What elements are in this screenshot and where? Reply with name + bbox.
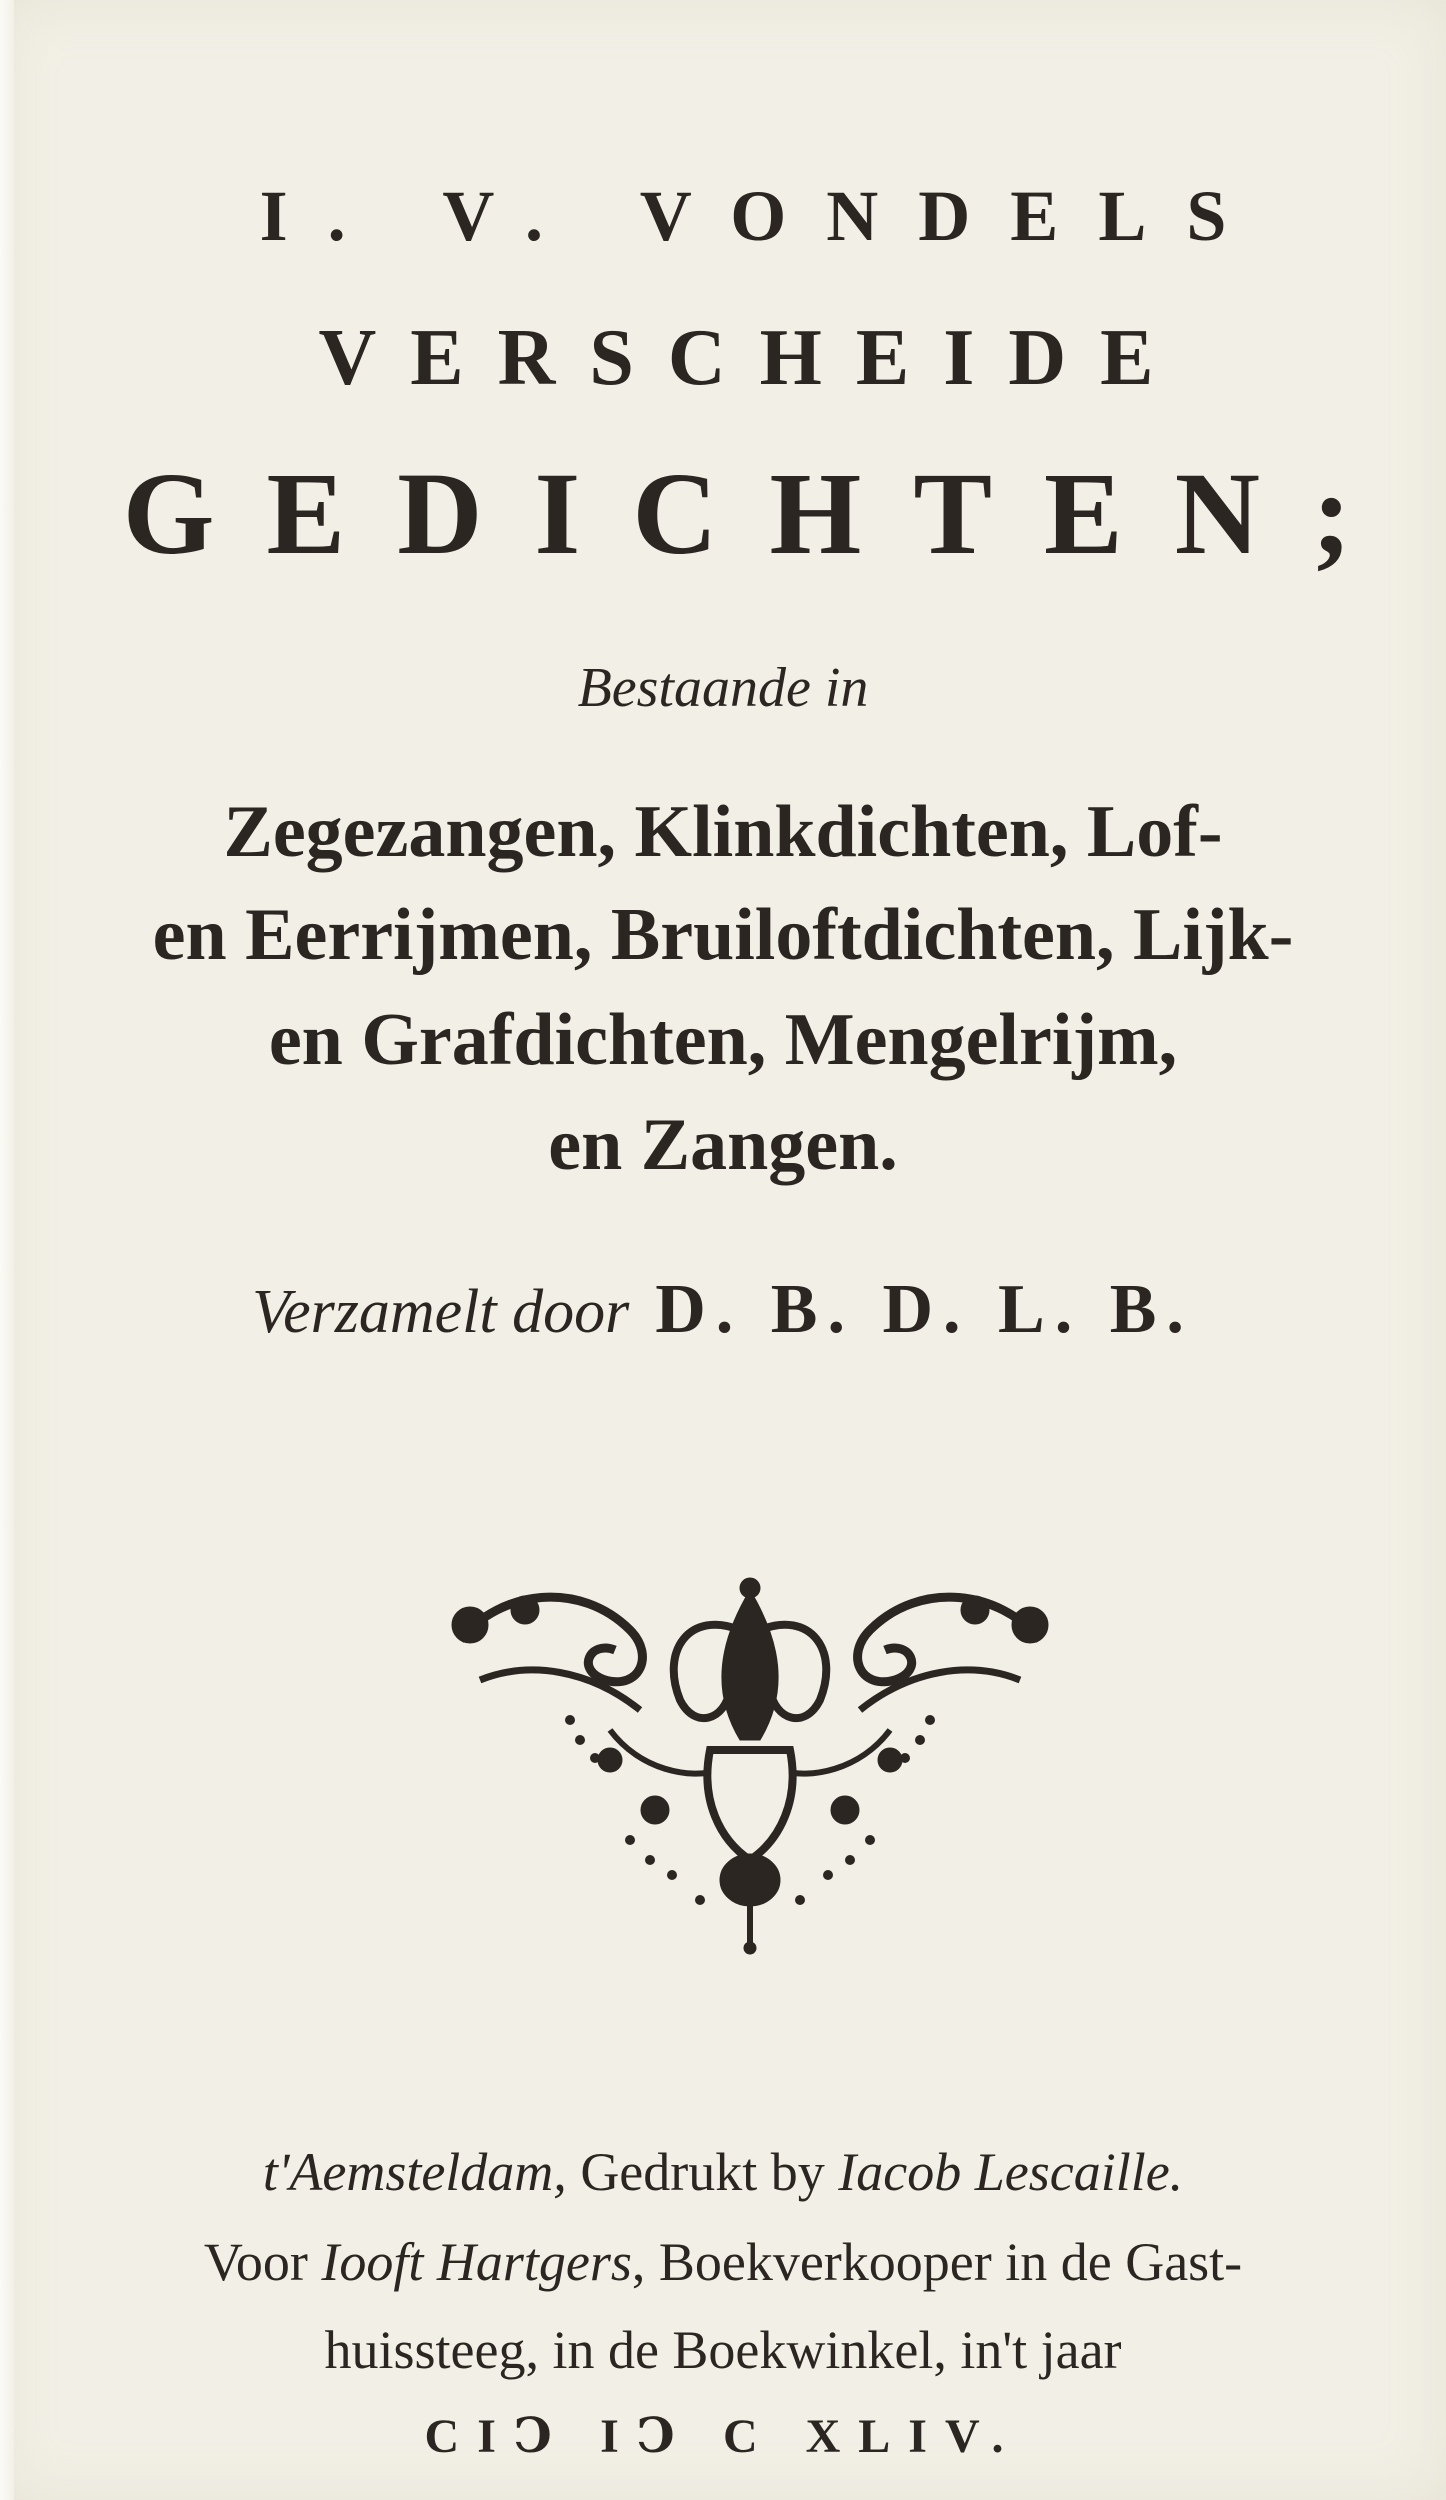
- contents-line-4: en Zangen.: [548, 1104, 898, 1186]
- author-title: I. V. VONDELS: [259, 176, 1267, 256]
- imprint-bookseller: , Boekverkooper in de Gast-: [631, 2232, 1243, 2292]
- imprint-year: CIↃ IↃ C XLIV.: [424, 2410, 1022, 2463]
- collector-line: [0, 1271, 1446, 1348]
- contents-line-3: en Grafdichten, Mengelrijm,: [268, 999, 1178, 1081]
- collector-prefix: Verzamelt door: [252, 1278, 630, 1346]
- imprint-line-1: [0, 2142, 1446, 2202]
- floral-ornament-icon: [440, 1570, 1060, 1960]
- title-line-verscheide: VERSCHEIDE: [318, 314, 1188, 402]
- collector-initials: D. B. D. L. B.: [655, 1271, 1194, 1348]
- imprint-place: t'Aemsteldam,: [262, 2142, 567, 2202]
- imprint-line-2: [0, 2232, 1446, 2292]
- imprint-printed-by: Gedrukt by: [580, 2142, 825, 2202]
- imprint-voor: Voor: [203, 2232, 308, 2292]
- subtitle: Bestaande in: [577, 657, 869, 719]
- imprint-line-3: huissteeg, in de Boekwinkel, in't jaar: [324, 2320, 1122, 2380]
- title-line-gedichten: GEDICHTEN;: [122, 448, 1404, 579]
- imprint-printer: Iacob Lescaille.: [838, 2142, 1184, 2202]
- imprint-publisher: Iooft Hartgers: [321, 2232, 632, 2292]
- contents-line-2: en Eerrijmen, Bruiloftdichten, Lijk-: [152, 894, 1294, 976]
- contents-line-1: Zegezangen, Klinkdichten, Lof-: [223, 791, 1223, 873]
